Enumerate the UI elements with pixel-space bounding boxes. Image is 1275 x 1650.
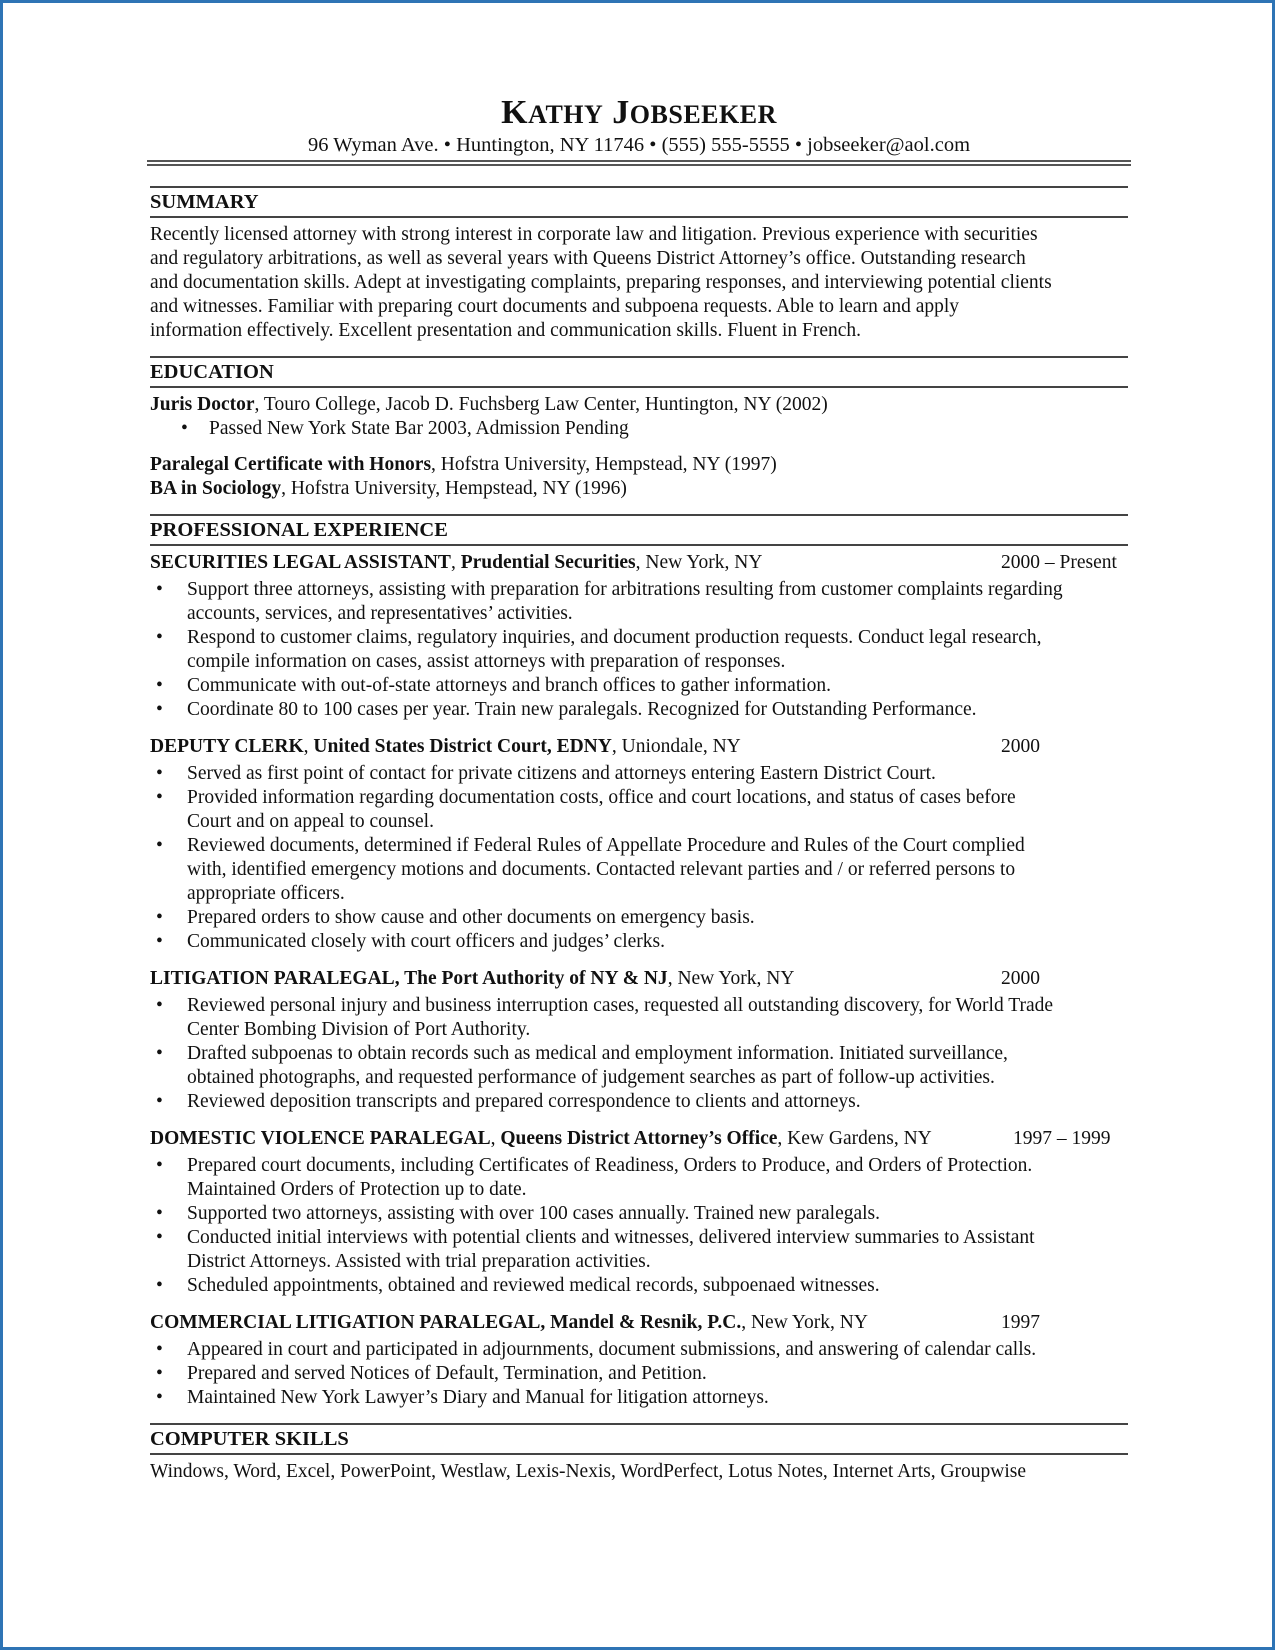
- section-heading: PROFESSIONAL EXPERIENCE: [150, 514, 1128, 546]
- section-heading: COMPUTER SKILLS: [150, 1423, 1128, 1455]
- bullet-line: Supported two attorneys, assisting with over 100 cases annually. Trained new paralegals.: [187, 1203, 881, 1224]
- bullet-line: appropriate officers.: [187, 883, 345, 904]
- bullet-icon: •: [156, 763, 163, 784]
- education-detail: , Hofstra University, Hempstead, NY (1997): [431, 454, 777, 475]
- bullet-icon: •: [156, 1091, 163, 1112]
- job-dates: 2000 – Present: [1001, 552, 1117, 573]
- job-dates: 2000: [1001, 736, 1040, 757]
- bullet-line: Reviewed documents, determined if Federal Rules of Appellate Procedure and Rules of the Court complied: [187, 835, 1025, 856]
- job-dates: 1997: [1001, 1312, 1040, 1333]
- job-title-part: Prudential Securities: [460, 552, 636, 573]
- job-heading: [150, 1127, 1128, 1151]
- bullet-line: Court and on appeal to counsel.: [187, 811, 434, 832]
- job-title-part: , Kew Gardens, NY: [777, 1128, 932, 1149]
- job-dates: 1997 – 1999: [1013, 1128, 1111, 1149]
- job-heading: [150, 551, 1128, 575]
- summary-line: and documentation skills. Adept at investigating complaints, preparing responses, and interviewing potential clients: [150, 272, 1052, 293]
- summary-line: and regulatory arbitrations, as well as several years with Queens District Attorney’s office. Outstanding research: [150, 248, 1026, 269]
- job-title-part: , Uniondale, NY: [611, 736, 741, 757]
- bullet-line: Coordinate 80 to 100 cases per year. Train new paralegals. Recognized for Outstanding Performance.: [187, 699, 977, 720]
- job-title-part: COMMERCIAL LITIGATION PARALEGAL, Mandel & Resnik, P.C.: [150, 1312, 742, 1333]
- job-bullet: [150, 1386, 1128, 1410]
- job-heading: [150, 735, 1128, 759]
- job-bullet: [150, 698, 1128, 722]
- bullet-line: Scheduled appointments, obtained and reviewed medical records, subpoenaed witnesses.: [187, 1275, 880, 1296]
- job-bullet: [150, 1090, 1128, 1114]
- section-heading: EDUCATION: [150, 356, 1128, 388]
- job-title-part: Queens District Attorney’s Office: [500, 1128, 778, 1149]
- bullet-line: Reviewed deposition transcripts and prepared correspondence to clients and attorneys.: [187, 1091, 861, 1112]
- job-title-part: LITIGATION PARALEGAL, The Port Authority of NY & NJ: [150, 968, 668, 989]
- job-heading: [150, 967, 1128, 991]
- bullet-line: Maintained Orders of Protection up to date.: [187, 1179, 527, 1200]
- job-bullet: [150, 1042, 1128, 1090]
- job-title-part: , New York, NY: [667, 968, 795, 989]
- bullet-line: Communicated closely with court officers and judges’ clerks.: [187, 931, 665, 952]
- degree: BA in Sociology: [150, 478, 282, 499]
- job-bullet: [150, 1274, 1128, 1298]
- job-bullet: [150, 1154, 1128, 1202]
- skills-section: [150, 1423, 1128, 1484]
- summary-line: and witnesses. Familiar with preparing court documents and subpoena requests. Able to learn and apply: [150, 296, 960, 317]
- job-title-part: DOMESTIC VIOLENCE PARALEGAL: [150, 1128, 491, 1149]
- job-title-part: United States District Court, EDNY: [313, 736, 612, 757]
- job-heading: [150, 1311, 1128, 1335]
- job-entry: [150, 735, 1128, 954]
- job-title-part: ,: [490, 1128, 501, 1149]
- degree: Juris Doctor: [150, 394, 255, 415]
- bullet-icon: •: [156, 1043, 163, 1064]
- summary-section: [150, 186, 1128, 343]
- bullet-line: Prepared and served Notices of Default, Termination, and Petition.: [187, 1363, 707, 1384]
- bullet-icon: •: [156, 931, 163, 952]
- education-detail: , Touro College, Jacob D. Fuchsberg Law Center, Huntington, NY (2002): [254, 394, 828, 415]
- job-bullet: [150, 906, 1128, 930]
- job-title-part: , New York, NY: [635, 552, 763, 573]
- bullet-line: with, identified emergency motions and documents. Contacted relevant parties and / or referred persons to: [187, 859, 1016, 880]
- bullet-icon: •: [156, 1203, 163, 1224]
- bullet-icon: •: [156, 907, 163, 928]
- contact-line: 96 Wyman Ave. • Huntington, NY 11746 • (555) 555-5555 • jobseeker@aol.com: [307, 134, 971, 156]
- job-entry: [150, 967, 1128, 1114]
- bullet-icon: •: [156, 787, 163, 808]
- education-section: [150, 356, 1128, 501]
- education-entry: [150, 393, 1128, 417]
- bullet-icon: •: [156, 1387, 163, 1408]
- bullet-line: Maintained New York Lawyer’s Diary and Manual for litigation attorneys.: [187, 1387, 769, 1408]
- bullet-icon: •: [156, 1275, 163, 1296]
- name-rest: ATHY: [528, 100, 604, 129]
- job-bullet: [150, 1362, 1128, 1386]
- education-entry: [150, 477, 1128, 501]
- bullet-icon: •: [156, 579, 163, 600]
- bullet-line: Prepared court documents, including Certificates of Readiness, Orders to Produce, and Orders of Protection.: [187, 1155, 1033, 1176]
- job-bullet: [150, 1202, 1128, 1226]
- bullet-line: Communicate with out-of-state attorneys and branch offices to gather information.: [187, 675, 832, 696]
- skills-text: Windows, Word, Excel, PowerPoint, Westlaw, Lexis-Nexis, WordPerfect, Lotus Notes, Internet Arts, Groupwise: [150, 1461, 1027, 1482]
- job-entry: [150, 551, 1128, 722]
- candidate-name: [150, 94, 1128, 134]
- degree: Paralegal Certificate with Honors: [150, 454, 432, 475]
- summary-text: [150, 223, 1128, 343]
- job-title-part: SECURITIES LEGAL ASSISTANT: [150, 552, 451, 573]
- job-bullet: [150, 762, 1128, 786]
- education-bullet: [150, 417, 1128, 441]
- education-entry: [150, 453, 1128, 477]
- job-title-part: ,: [450, 552, 461, 573]
- job-dates: 2000: [1001, 968, 1040, 989]
- bullet-icon: •: [156, 835, 163, 856]
- job-entry: [150, 1311, 1128, 1410]
- bullet-line: Drafted subpoenas to obtain records such as medical and employment information. Initiated surveillance,: [187, 1043, 1008, 1064]
- bullet-line: Prepared orders to show cause and other documents on emergency basis.: [187, 907, 755, 928]
- bullet-icon: •: [156, 1363, 163, 1384]
- bullet-line: Served as first point of contact for private citizens and attorneys entering Eastern District Court.: [187, 763, 936, 784]
- job-bullet: [150, 674, 1128, 698]
- job-bullet: [150, 994, 1128, 1042]
- bullet-icon: •: [156, 1155, 163, 1176]
- bullet-line: accounts, services, and representatives’ activities.: [187, 603, 573, 624]
- bullet-line: obtained photographs, and requested performance of judgement searches as part of follow-up activities.: [187, 1067, 995, 1088]
- job-title-part: DEPUTY CLERK: [150, 736, 304, 757]
- job-bullet: [150, 786, 1128, 834]
- job-bullet: [150, 1226, 1128, 1274]
- summary-line: Recently licensed attorney with strong interest in corporate law and litigation. Previous experience with securities: [150, 224, 1038, 245]
- job-bullet: [150, 1338, 1128, 1362]
- summary-line: information effectively. Excellent presentation and communication skills. Fluent in French.: [150, 320, 862, 341]
- surname-initial: J: [612, 94, 630, 131]
- job-title-part: ,: [303, 736, 314, 757]
- bullet-icon: •: [156, 699, 163, 720]
- bullet-line: Support three attorneys, assisting with preparation for arbitrations resulting from customer complaints regarding: [187, 579, 1063, 600]
- surname-rest: OBSEEKER: [629, 100, 777, 129]
- education-list: [150, 393, 1128, 501]
- header-divider: [147, 160, 1131, 166]
- bullet-line: Center Bombing Division of Port Authority.: [187, 1019, 531, 1040]
- bullet-icon: •: [156, 675, 163, 696]
- job-entry: [150, 1127, 1128, 1298]
- job-bullet: [150, 578, 1128, 626]
- job-bullet: [150, 930, 1128, 954]
- bullet-line: Reviewed personal injury and business interruption cases, requested all outstanding discovery, for World Trade: [187, 995, 1053, 1016]
- bullet-line: compile information on cases, assist attorneys with preparation of responses.: [187, 651, 786, 672]
- bullet-line: District Attorneys. Assisted with trial preparation activities.: [187, 1251, 651, 1272]
- bullet-line: Provided information regarding documentation costs, office and court locations, and status of cases before: [187, 787, 1016, 808]
- bullet-line: Appeared in court and participated in adjournments, document submissions, and answering of calendar calls.: [187, 1339, 1037, 1360]
- bullet-icon: •: [156, 1227, 163, 1248]
- bullet-line: Respond to customer claims, regulatory inquiries, and document production requests. Conduct legal research,: [187, 627, 1042, 648]
- job-bullet: [150, 834, 1128, 906]
- bullet-icon: •: [156, 995, 163, 1016]
- section-heading: SUMMARY: [150, 186, 1128, 218]
- bullet-icon: •: [181, 418, 188, 439]
- experience-section: [150, 514, 1128, 1410]
- name-initial: K: [501, 94, 529, 131]
- job-title-part: , New York, NY: [741, 1312, 868, 1333]
- bullet-icon: •: [156, 627, 163, 648]
- bullet-text: Passed New York State Bar 2003, Admission Pending: [209, 418, 629, 439]
- bullet-icon: •: [156, 1339, 163, 1360]
- job-list: [150, 551, 1128, 1410]
- education-detail: , Hofstra University, Hempstead, NY (1996): [281, 478, 627, 499]
- job-bullet: [150, 626, 1128, 674]
- bullet-line: Conducted initial interviews with potential clients and witnesses, delivered interview summaries to Assistant: [187, 1227, 1035, 1248]
